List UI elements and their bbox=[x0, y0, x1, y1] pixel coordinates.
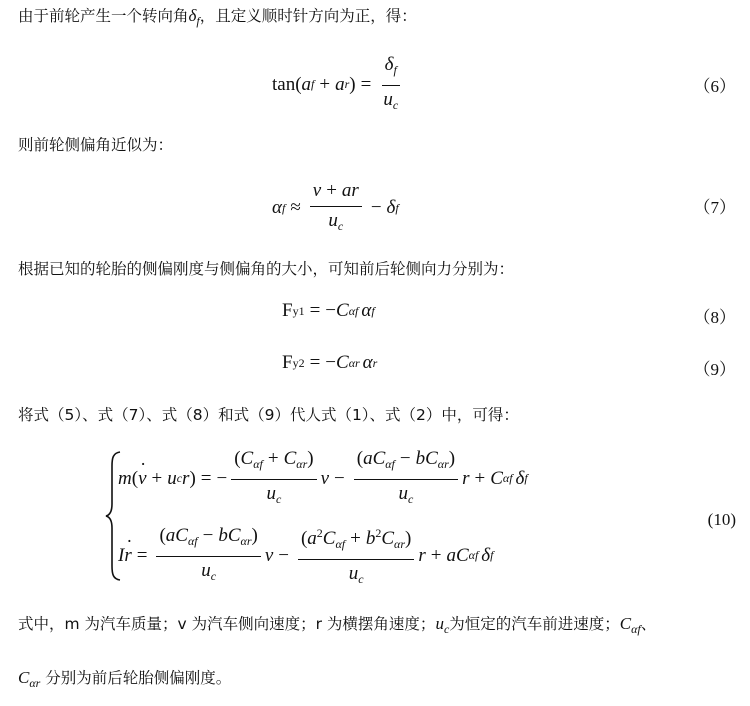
equation-number-8: （8） bbox=[693, 308, 736, 327]
equation-10-line-2: I r · = $\frac{(aC_{\alpha f} - bC_{\alpha r})}{u_c}$ v − $\frac{(a^2C_{\alpha f} + b^2C_{\alpha r})}{u_c}$ r + aC αf δ f bbox=[118, 520, 493, 591]
equation-7: α f ≈ $\frac{v + ar}{u_c}$ − δ f bbox=[272, 180, 399, 233]
equation-number-10: (10) bbox=[707, 510, 736, 529]
equation-8: F y1 = − C αf α f bbox=[282, 300, 375, 321]
equation-10-line-1: m ( v · + u c r ) = − $\frac{(C_{\alpha f} + C_{\alpha r})}{u_c}$ v − $\frac{(aC_{\alpha f} - bC_{\alpha r})}{u_c}$ r + C αf δ f bbox=[118, 446, 528, 511]
equation-9: F y2 = − C αr α r bbox=[282, 352, 378, 373]
paragraph-text: 、 bbox=[640, 615, 657, 633]
paragraph-text: 为恒定的汽车前进速度； bbox=[449, 615, 620, 633]
paragraph-text: 式中，m 为汽车质量；v 为汽车侧向速度；r 为横摆角速度； bbox=[18, 615, 436, 633]
paragraph-text: 由于前轮产生一个转向角 bbox=[18, 7, 189, 25]
steer-angle-symbol: $\delta_f$ bbox=[188, 6, 200, 28]
paragraph-1 bbox=[18, 6, 740, 31]
paragraph-4: 将式（5）、式（7）、式（8）和式（9）代人式（1）、式（2）中，可得： bbox=[18, 406, 519, 424]
paragraph-text: 分别为前后轮胎侧偏刚度。 bbox=[45, 669, 232, 687]
c-alpha-r-symbol: $C_{\alpha r}$ bbox=[18, 668, 41, 690]
paragraph-text: ，且定义顺时针方向为正，得： bbox=[199, 7, 417, 25]
c-alpha-f-symbol: $C_{\alpha f}$ bbox=[619, 614, 641, 636]
equation-6: tan( a f + a r ) = $\frac{\delta_f}{u_c}$ bbox=[272, 54, 399, 112]
paragraph-3: 根据已知的轮胎的侧偏刚度与侧偏角的大小，可知前后轮侧向力分别为： bbox=[18, 260, 515, 278]
equation-number-9: （9） bbox=[693, 360, 736, 379]
equation-number-6: （6） bbox=[693, 77, 736, 96]
uc-symbol: $u_c$ bbox=[435, 614, 450, 636]
paragraph-2: 则前轮侧偏角近似为： bbox=[18, 136, 174, 154]
paragraph-5 bbox=[18, 614, 740, 639]
equation-number-7: （7） bbox=[693, 198, 736, 217]
paragraph-6 bbox=[18, 668, 740, 693]
